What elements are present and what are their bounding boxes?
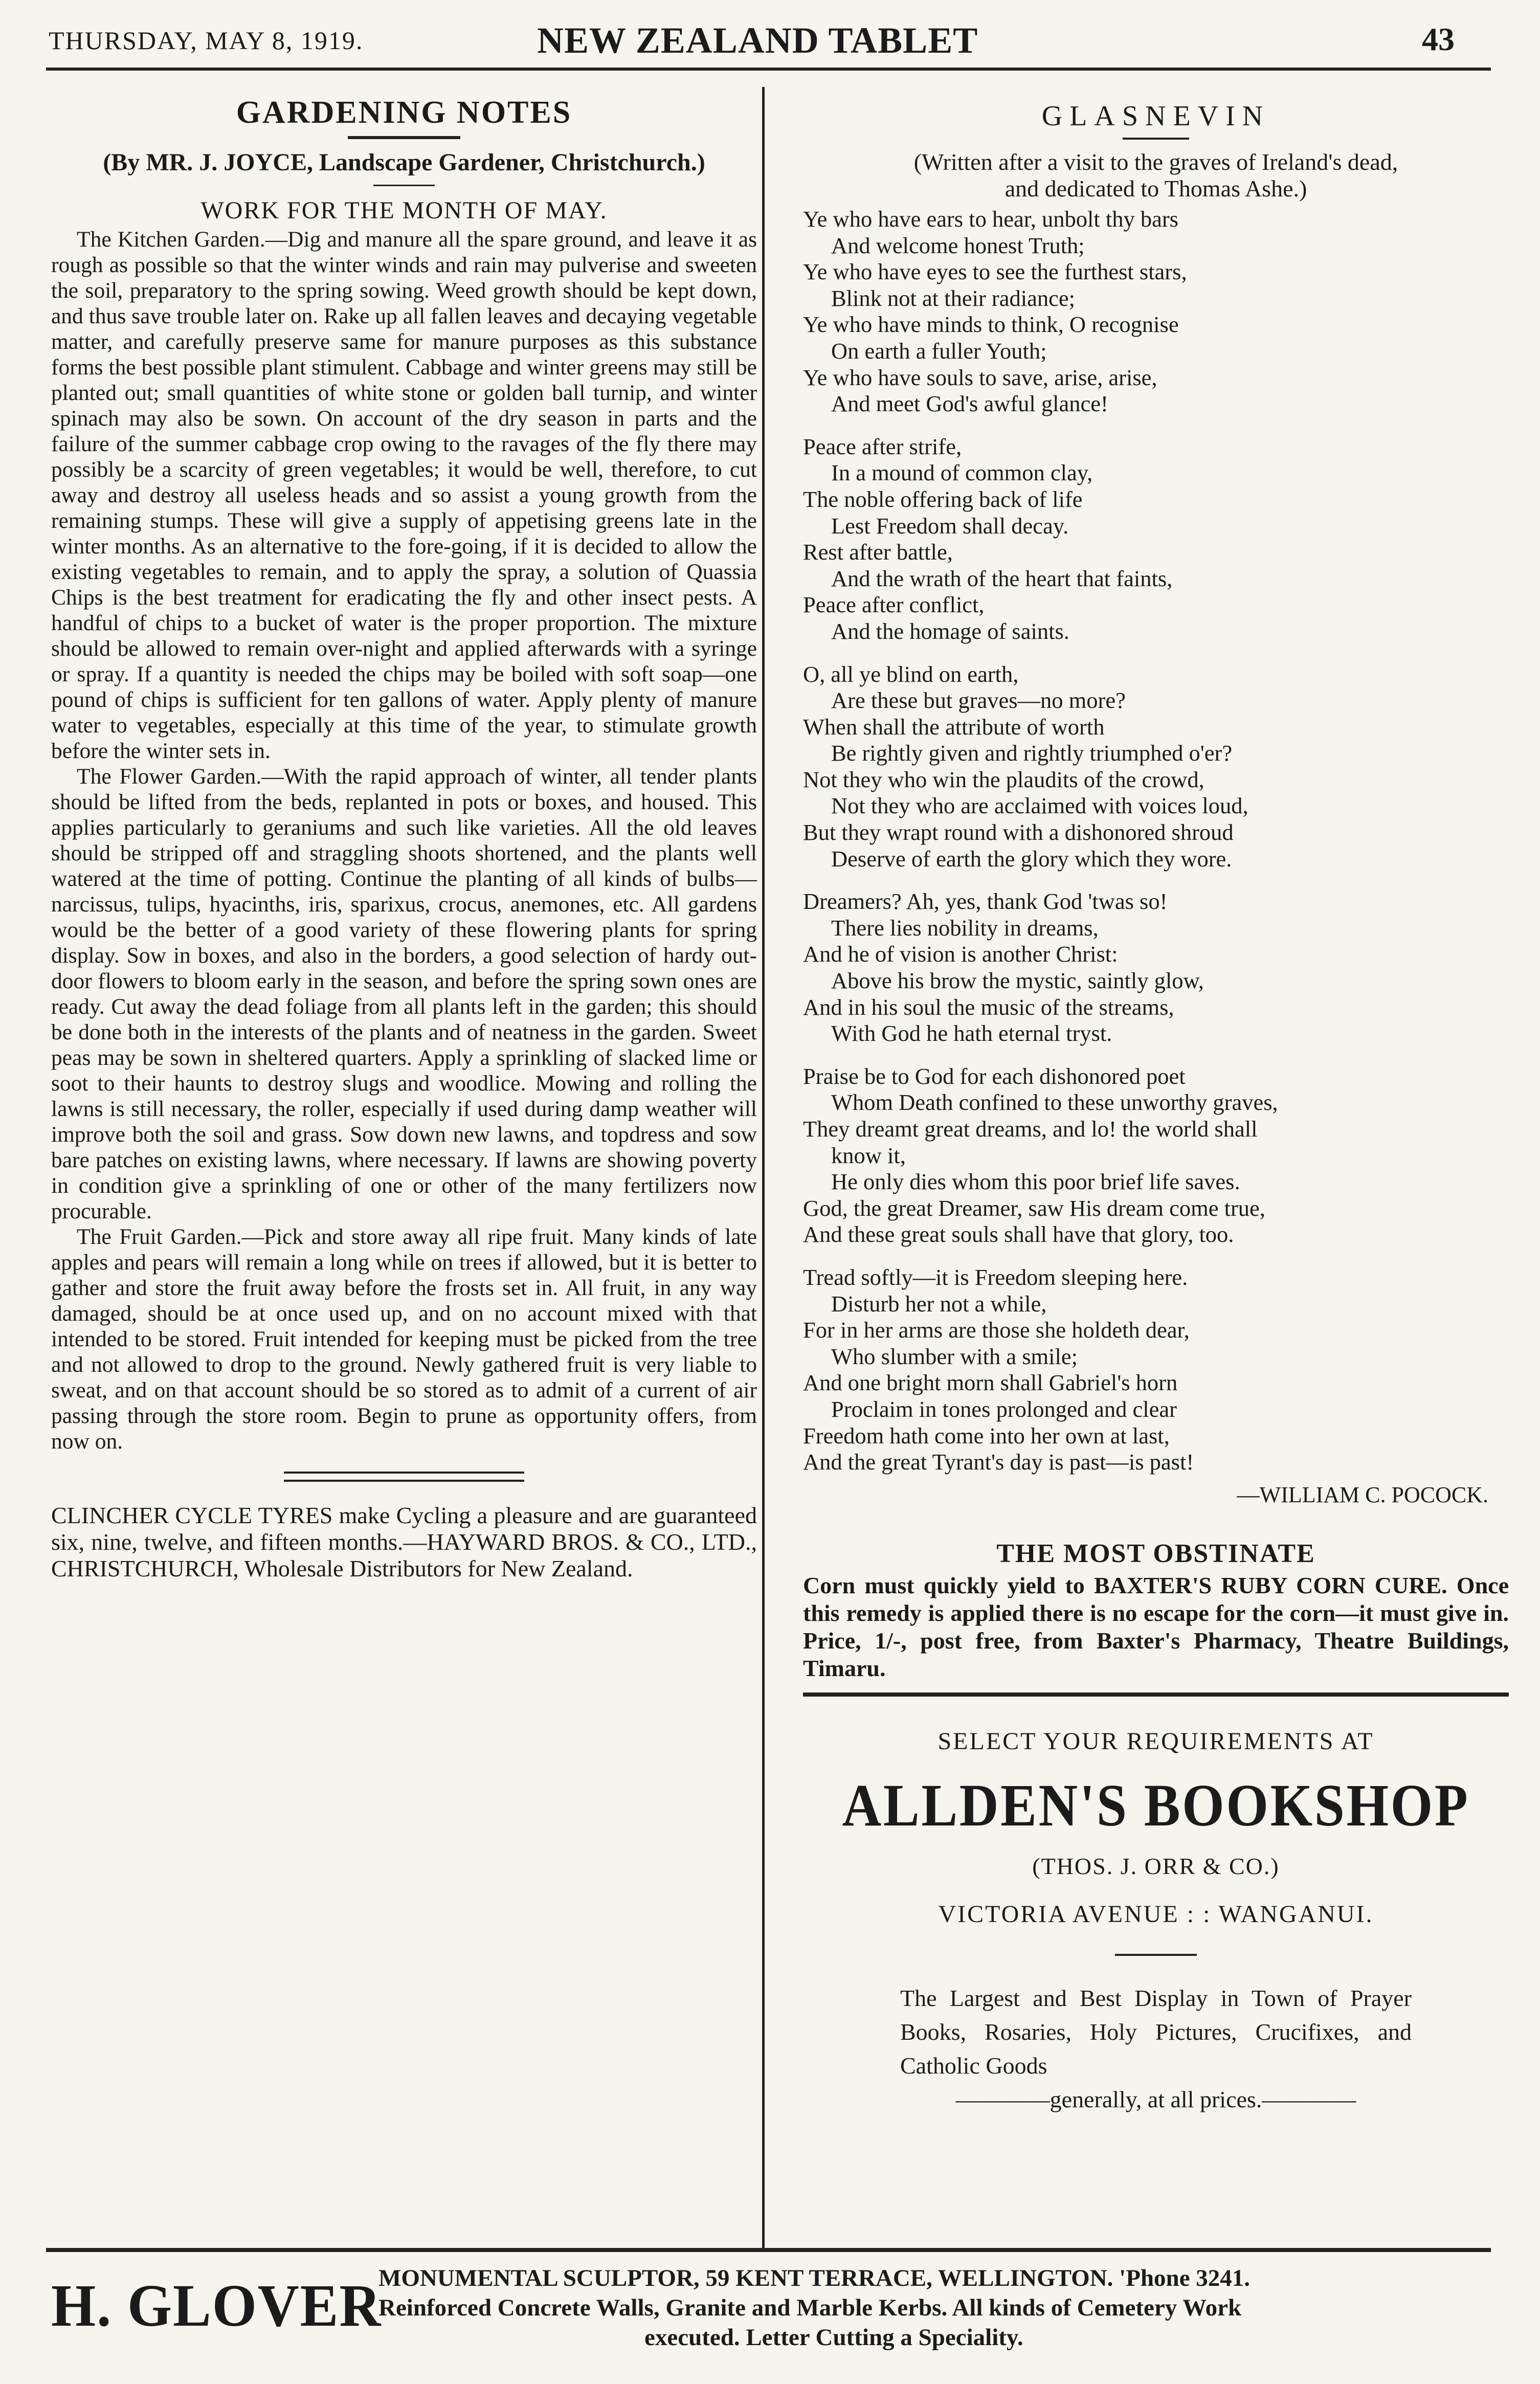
poem-line: Ye who have ears to hear, unbolt thy bars xyxy=(803,206,1178,232)
poem-signature: —WILLIAM C. POCOCK. xyxy=(1237,1482,1488,1507)
poem-stanza xyxy=(803,1063,1509,1248)
page-number: 43 xyxy=(1422,21,1455,57)
baxter-ad-rule xyxy=(803,1692,1509,1697)
poem-line: Rest after battle, xyxy=(803,539,953,565)
poem-line: Deserve of earth the glory which they wore. xyxy=(831,845,1232,872)
poem-dedication-line-1: (Written after a visit to the graves of Ireland's dead, xyxy=(913,149,1398,175)
section-divider xyxy=(284,1472,524,1482)
bookshop-closing: ————generally, at all prices.———— xyxy=(955,2086,1356,2112)
glover-line-2: Reinforced Concrete Walls, Granite and Marble Kerbs. All kinds of Cemetery Work xyxy=(378,2294,1242,2321)
poem-line: With God he hath eternal tryst. xyxy=(831,1020,1112,1046)
poem-line: Praise be to God for each dishonored poet xyxy=(803,1063,1186,1089)
poem-line: God, the great Dreamer, saw His dream come true, xyxy=(803,1195,1265,1221)
poem-line: Ye who have eyes to see the furthest stars, xyxy=(803,259,1187,285)
poem-line: O, all ye blind on earth, xyxy=(803,661,1019,687)
paragraph-fruit-garden: The Fruit Garden.—Pick and store away all ripe fruit. Many kinds of late apples and pears will remain a long while on trees if allowed, but it is better to gather and store the fruit away before the frosts set in. All fruit, in any way damaged, should be at once used up, and on no account mixed with that intended to be stored. Fruit intended for keeping must be picked from the tree and not allowed to drop to the ground. Newly gathered fruit is very liable to sweat, and on that account should be so stored as to admit of a current of air passing through the store room. Begin to prune as opportunity offers, from now on. xyxy=(51,1224,757,1454)
bookshop-lead: SELECT YOUR REQUIREMENTS AT xyxy=(938,1727,1374,1755)
poem-line: Blink not at their radiance; xyxy=(831,285,1075,311)
header-rule xyxy=(46,68,1491,71)
poem-line: Peace after strife, xyxy=(803,433,962,459)
poem-line: On earth a fuller Youth; xyxy=(831,338,1047,364)
poem-stanza xyxy=(803,888,1509,1047)
poem-stanza xyxy=(803,206,1509,417)
poem-line: The noble offering back of life xyxy=(803,486,1083,512)
gardening-subtitle: WORK FOR THE MONTH OF MAY. xyxy=(200,197,608,224)
poem-line: And welcome honest Truth; xyxy=(831,232,1085,258)
poem-line: Above his brow the mystic, saintly glow, xyxy=(831,968,1204,994)
right-column xyxy=(803,100,1509,2116)
poem-line: And the homage of saints. xyxy=(831,618,1069,644)
gardening-byline: (By MR. J. JOYCE, Landscape Gardener, Christchurch.) xyxy=(103,149,705,176)
paragraph-kitchen-garden: The Kitchen Garden.—Dig and manure all the spare ground, and leave it as rough as possible so that the winter winds and rain may pulverise and sweeten the soil, preparatory to the spring sowing. Weed growth should be kept down, and thus save trouble later on. Rake up all fallen leaves and decaying vegetable matter, and carefully preserve same for manure purposes as this substance forms the best possible plant stimulent. Cabbage and winter greens may still be planted out; small quantities of white stone or golden ball turnip, and winter spinach may also be sown. On account of the dry season in parts and the failure of the summer cabbage crop owing to the ravages of the fly there may possibly be a scarcity of green vegetables; it would be well, therefore, to cut away and destroy all useless heads and so assist a young growth from the remaining stumps. These will give a supply of appetising greens late in the winter months. As an alternative to the fore-going, if it is decided to allow the existing vegetables to remain, and to apply the spray, a solution of Quassia Chips is the best treatment for eradicating the fly and other insect pests. A handful of chips to a bucket of water is the proper proportion. The mixture should be allowed to remain over-night and applied afterwards with a syringe or spray. If a quantity is needed the chips may be boiled with soft soap—one pound of chips is sufficient for ten gallons of water. Apply plenty of manure water to vegetables, especially at this time of the year, to stimulate growth before the winter sets in. xyxy=(51,227,757,763)
poem-line: And he of vision is another Christ: xyxy=(803,941,1118,967)
glover-line-3: executed. Letter Cutting a Speciality. xyxy=(644,2324,1023,2351)
bookshop-name: ALLDEN'S BOOKSHOP xyxy=(842,1771,1470,1839)
poem-line: know it, xyxy=(831,1142,906,1168)
clincher-tyres-ad: CLINCHER CYCLE TYRES make Cycling a pleasure and are guaranteed six, nine, twelve, and fifteen months.—HAYWARD BROS. & CO., LTD., CHRISTCHURCH, Wholesale Distributors for New Zealand. xyxy=(51,1502,757,1581)
poem-stanza xyxy=(803,434,1509,645)
poem-dedication-line-2: and dedicated to Thomas Ashe.) xyxy=(1005,175,1307,202)
poem-title-rule xyxy=(1123,138,1189,140)
poem-line: Who slumber with a smile; xyxy=(831,1343,1078,1369)
byline-rule xyxy=(373,185,435,186)
bookshop-rule xyxy=(1115,1954,1197,1956)
poem-line: In a mound of common clay, xyxy=(831,460,1093,486)
poem-line: Not they who are acclaimed with voices loud, xyxy=(831,793,1248,819)
baxter-ad-headline: THE MOST OBSTINATE xyxy=(996,1539,1315,1568)
poem-line: And in his soul the music of the streams, xyxy=(803,994,1174,1020)
poem-line: Not they who win the plaudits of the crowd, xyxy=(803,766,1204,792)
poem-line: Lest Freedom shall decay. xyxy=(831,513,1069,539)
bookshop-description-block xyxy=(900,1981,1412,2116)
footer-rule xyxy=(46,2248,1491,2252)
poem-line: And one bright morn shall Gabriel's horn xyxy=(803,1370,1178,1396)
poem-line: And these great souls shall have that glory, too. xyxy=(803,1221,1234,1247)
gardening-title: GARDENING NOTES xyxy=(236,95,572,130)
bookshop-description: The Largest and Best Display in Town of Prayer Books, Rosaries, Holy Pictures, Crucifixes, and Catholic Goods xyxy=(900,1985,1412,2079)
poem-line: Tread softly—it is Freedom sleeping here. xyxy=(803,1264,1188,1290)
poem-line: There lies nobility in dreams, xyxy=(831,915,1099,941)
poem-line: Freedom hath come into her own at last, xyxy=(803,1422,1170,1449)
masthead-title: NEW ZEALAND TABLET xyxy=(537,20,978,61)
glover-name: H. GLOVER xyxy=(51,2272,382,2339)
poem-line: Ye who have minds to think, O recognise xyxy=(803,311,1179,338)
bookshop-address: VICTORIA AVENUE : : WANGANUI. xyxy=(938,1900,1374,1928)
poem-body xyxy=(803,206,1509,1476)
poem-line: Proclaim in tones prolonged and clear xyxy=(831,1396,1177,1422)
poem-line: But they wrapt round with a dishonored shroud xyxy=(803,819,1234,845)
poem-stanza xyxy=(803,1264,1509,1476)
poem-stanza xyxy=(803,661,1509,873)
poem-title: GLASNEVIN xyxy=(1041,100,1270,132)
poem-line: Ye who have souls to save, arise, arise, xyxy=(803,364,1157,390)
poem-line: For in her arms are those she holdeth dear, xyxy=(803,1317,1190,1343)
poem-line: Dreamers? Ah, yes, thank God 'twas so! xyxy=(803,888,1168,915)
glover-line-1: MONUMENTAL SCULPTOR, 59 KENT TERRACE, WELLINGTON. 'Phone 3241. xyxy=(378,2265,1251,2291)
paragraph-flower-garden: The Flower Garden.—With the rapid approach of winter, all tender plants should be lifted from the beds, replanted in pots or boxes, and housed. This applies particularly to geraniums and such like varieties. All the old leaves should be stripped off and straggling shoots shortened, and the plants well watered at the time of potting. Continue the planting of all kinds of bulbs—narcissus, tulips, hyacinths, iris, sparixus, crocus, anemones, etc. All gardens would be the better of a good variety of these flowering plants for spring display. Sow in boxes, and also in the borders, a good selection of hardy out-door flowers to bloom early in the season, and before the spring sown ones are ready. Cut away the dead foliage from all plants left in the garden; this should be done both in the interests of the plants and of neatness in the garden. Sweet peas may be sown in sheltered quarters. Apply a sprinkling of slacked lime or soot to their haunts to destroy slugs and woodlice. Mowing and rolling the lawns is still necessary, the roller, especially if used during damp weather will improve both the soil and grass. Sow down new lawns, and topdress and sow bare patches on existing lawns, where necessary. If lawns are showing poverty in condition give a sprinkling of one or other of the many fertilizers now procurable. xyxy=(51,764,757,1223)
gardening-notes-column xyxy=(51,95,757,1582)
poem-line: And meet God's awful glance! xyxy=(831,391,1108,417)
column-divider xyxy=(762,87,765,2251)
baxter-ad-body: Corn must quickly yield to BAXTER'S RUBY CORN CURE. Once this remedy is applied there is no escape for the corn—it must give in. Price, 1/-, post free, from Baxter's Pharmacy, Theatre Buildings, Timaru. xyxy=(803,1572,1509,1681)
poem-line: Peace after conflict, xyxy=(803,592,985,618)
poem-line: And the great Tyrant's day is past—is past! xyxy=(803,1449,1194,1475)
poem-line: Are these but graves—no more? xyxy=(831,687,1126,714)
poem-line: They dreamt great dreams, and lo! the world shall xyxy=(803,1116,1258,1142)
poem-line: Whom Death confined to these unworthy graves, xyxy=(831,1089,1278,1116)
poem-line: He only dies whom this poor brief life saves. xyxy=(831,1169,1240,1195)
header-date: THURSDAY, MAY 8, 1919. xyxy=(49,26,364,55)
bookshop-proprietor: (THOS. J. ORR & CO.) xyxy=(1032,1853,1280,1879)
poem-line: Disturb her not a while, xyxy=(831,1290,1047,1317)
poem-line: Be rightly given and rightly triumphed o'er? xyxy=(831,740,1233,766)
poem-line: And the wrath of the heart that faints, xyxy=(831,565,1173,591)
glover-ad-text xyxy=(378,2263,1493,2352)
title-ornament xyxy=(348,136,460,139)
poem-line: When shall the attribute of worth xyxy=(803,714,1105,740)
